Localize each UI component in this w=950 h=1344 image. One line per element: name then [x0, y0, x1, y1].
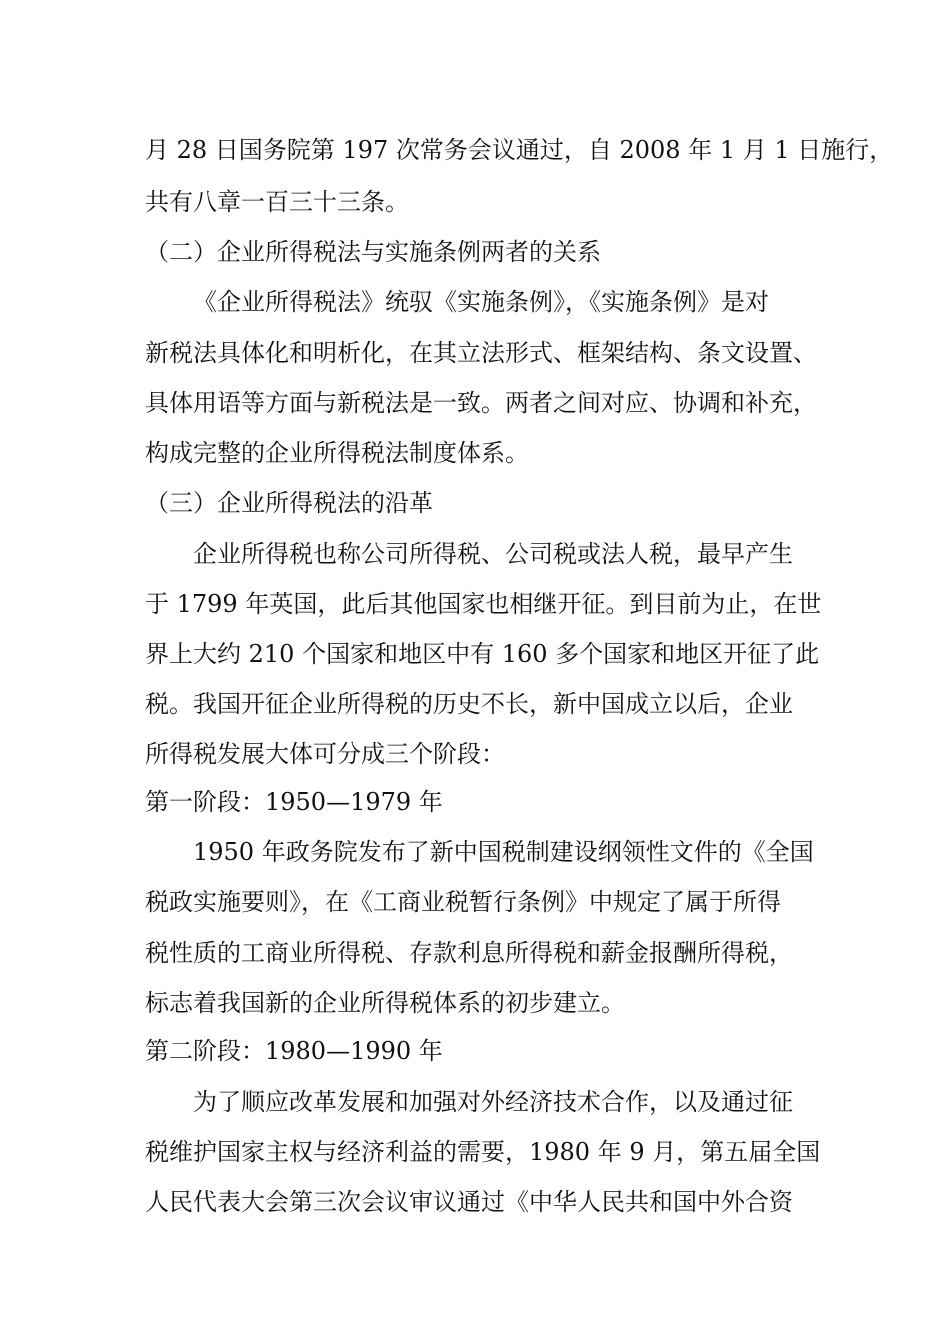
- paragraph-line: 界上大约 210 个国家和地区中有 160 多个国家和地区开征了此: [145, 640, 820, 668]
- paragraph-line: 《企业所得税法》统驭《实施条例》，《实施条例》是对: [193, 288, 769, 316]
- paragraph-line: 所得税发展大体可分成三个阶段：: [145, 740, 505, 768]
- stage-heading: 第一阶段：1950—1979 年: [145, 788, 443, 816]
- paragraph-line: 人民代表大会第三次会议审议通过《中华人民共和国中外合资: [145, 1188, 793, 1216]
- paragraph-line: 为了顺应改革发展和加强对外经济技术合作，以及通过征: [193, 1088, 793, 1116]
- section-heading: （三）企业所得税法的沿革: [145, 489, 433, 517]
- paragraph-line: 构成完整的企业所得税法制度体系。: [145, 439, 529, 467]
- paragraph-line: 共有八章一百三十三条。: [145, 188, 409, 216]
- paragraph-line: 新税法具体化和明析化，在其立法形式、框架结构、条文设置、: [145, 339, 817, 367]
- paragraph-line: 月 28 日国务院第 197 次常务会议通过，自 2008 年 1 月 1 日施行，: [145, 136, 894, 164]
- stage-heading: 第二阶段：1980—1990 年: [145, 1037, 443, 1065]
- paragraph-line: 税性质的工商业所得税、存款利息所得税和薪金报酬所得税，: [145, 939, 793, 967]
- paragraph-line: 税政实施要则》，在《工商业税暂行条例》中规定了属于所得: [145, 888, 781, 916]
- paragraph-line: 税维护国家主权与经济利益的需要，1980 年 9 月，第五届全国: [145, 1138, 821, 1166]
- paragraph-line: 标志着我国新的企业所得税体系的初步建立。: [145, 989, 625, 1017]
- paragraph-line: 企业所得税也称公司所得税、公司税或法人税，最早产生: [193, 540, 793, 568]
- paragraph-line: 1950 年政务院发布了新中国税制建设纲领性文件的《全国: [193, 838, 814, 866]
- paragraph-line: 具体用语等方面与新税法是一致。两者之间对应、协调和补充，: [145, 389, 817, 417]
- paragraph-line: 税。我国开征企业所得税的历史不长，新中国成立以后，企业: [145, 690, 793, 718]
- section-heading: （二）企业所得税法与实施条例两者的关系: [145, 238, 601, 266]
- paragraph-line: 于 1799 年英国，此后其他国家也相继开征。到目前为止，在世: [145, 590, 822, 618]
